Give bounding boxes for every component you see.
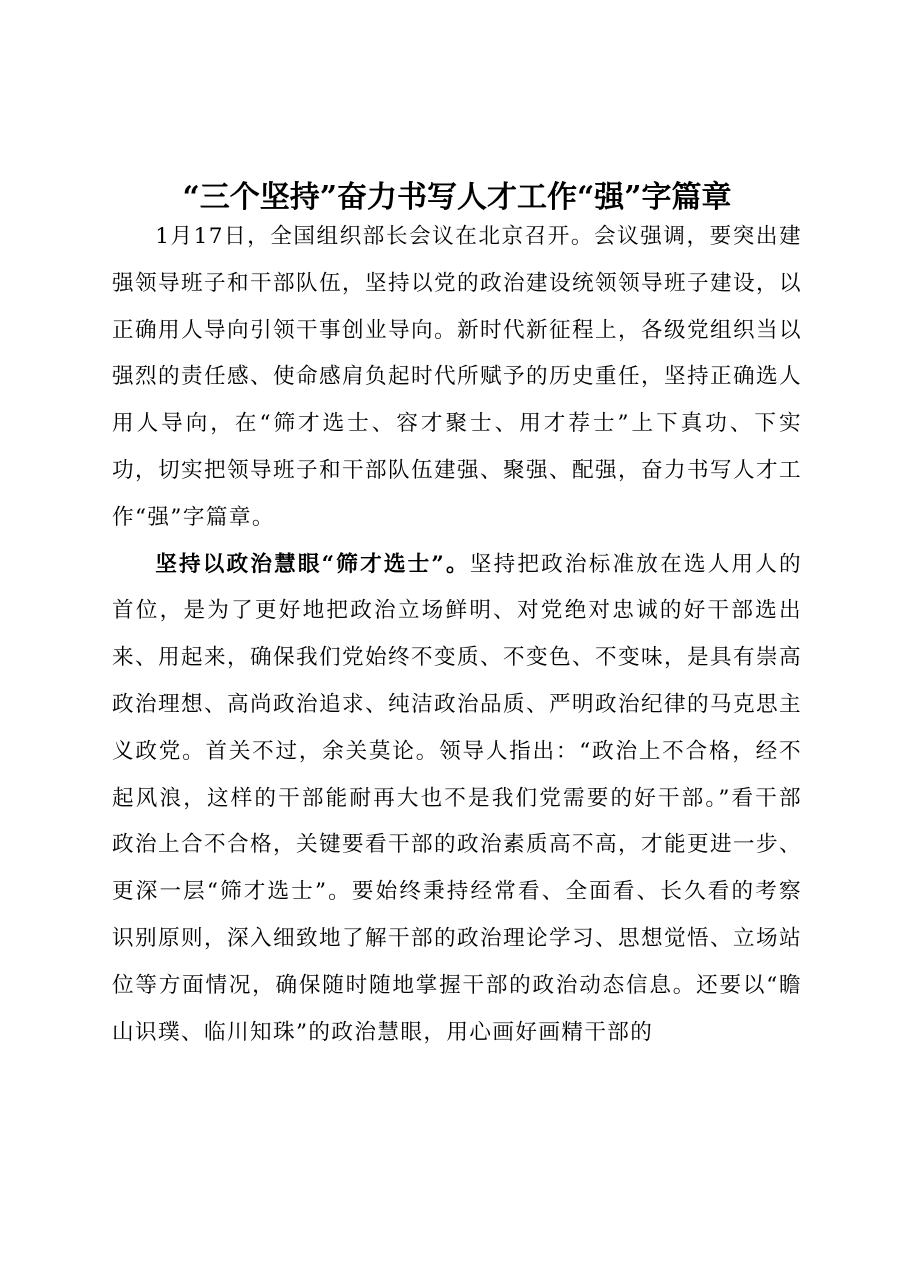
paragraph-2 xyxy=(112,542,802,1057)
paragraph-2-text: 坚持把政治标准放在选人用人的首位，是为了更好地把政治立场鲜明、对党绝对忠诚的好干部选出来、用起来，确保我们党始终不变质、不变色、不变味，是具有崇高政治理想、高尚政治追求、纯洁政治品质、严明政治纪律的马克思主义政党。首关不过，余关莫论。领导人指出：“政治上不合格，经不起风浪，这样的干部能耐再大也不是我们党需要的好干部。”看干部政治上合不合格，关键要看干部的政治素质高不高，才能更进一步、更深一层“筛才选士”。要始终秉持经常看、全面看、长久看的考察识别原则，深入细致地了解干部的政治理论学习、思想觉悟、立场站位等方面情况，确保随时随地掌握干部的政治动态信息。还要以“瞻山识璞、临川知珠”的政治慧眼，用心画好画精干部的 xyxy=(112,551,802,1045)
paragraph-2-lead: 坚持以政治慧眼“筛才选士”。 xyxy=(155,551,470,577)
document-body xyxy=(112,214,802,1056)
paragraph-1 xyxy=(112,214,802,542)
document-title: “三个坚持”奋力书写人才工作“强”字篇章 xyxy=(182,180,732,216)
paragraph-1-text: 1月17日，全国组织部长会议在北京召开。会议强调，要突出建强领导班子和干部队伍，坚持以党的政治建设统领领导班子建设，以正确用人导向引领干事创业导向。新时代新征程上，各级党组织当以强烈的责任感、使命感肩负起时代所赋予的历史重任，坚持正确选人用人导向，在“筛才选士、容才聚士、用才荐士”上下真功、下实功，切实把领导班子和干部队伍建强、聚强、配强，奋力书写人才工作“强”字篇章。 xyxy=(112,224,802,530)
